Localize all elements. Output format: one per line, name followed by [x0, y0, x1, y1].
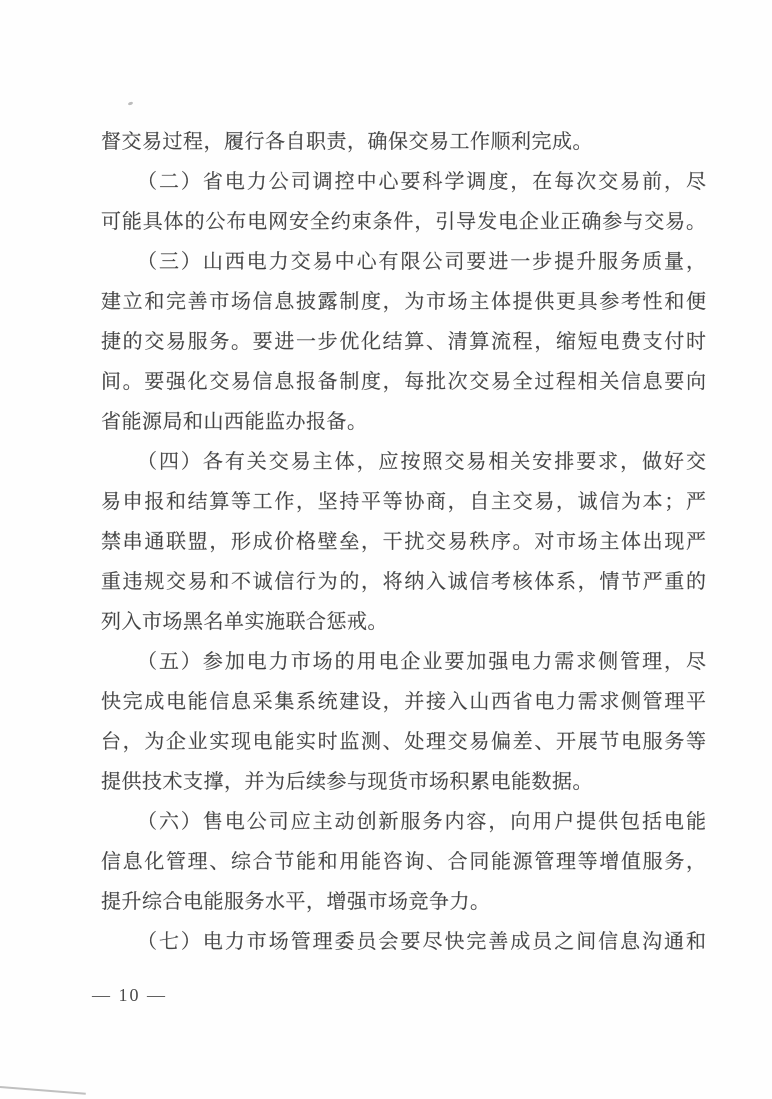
- text-line: （四）各有关交易主体，应按照交易相关安排要求，做好交: [137, 451, 706, 473]
- text-line: （三）山西电力交易中心有限公司要进一步提升服务质量，: [137, 251, 706, 273]
- text-line: （二）省电力公司调控中心要科学调度，在每次交易前，尽: [137, 171, 706, 193]
- document-body: [101, 122, 706, 962]
- text-line: 捷的交易服务。要进一步优化结算、清算流程，缩短电费支付时: [101, 331, 706, 353]
- text-line: 督交易过程，履行各自职责，确保交易工作顺利完成。: [101, 131, 593, 153]
- text-line: （七）电力市场管理委员会要尽快完善成员之间信息沟通和: [137, 931, 706, 953]
- scan-edge-artifact: [0, 1086, 86, 1095]
- scan-speck-artifact: [128, 101, 134, 106]
- text-line: 列入市场黑名单实施联合惩戒。: [101, 611, 388, 633]
- text-line: 台，为企业实现电能实时监测、处理交易偏差、开展节电服务等: [101, 731, 706, 753]
- text-line: 提供技术支撑，并为后续参与现货市场积累电能数据。: [101, 771, 593, 793]
- text-line: 重违规交易和不诚信行为的，将纳入诚信考核体系，情节严重的: [101, 571, 706, 593]
- text-line: （六）售电公司应主动创新服务内容，向用户提供包括电能: [137, 811, 706, 833]
- text-line: 省能源局和山西能监办报备。: [101, 411, 368, 433]
- text-line: （五）参加电力市场的用电企业要加强电力需求侧管理，尽: [137, 651, 706, 673]
- text-line: 禁串通联盟，形成价格壁垒，干扰交易秩序。对市场主体出现严: [101, 531, 706, 553]
- text-line: 易申报和结算等工作，坚持平等协商，自主交易，诚信为本；严: [101, 491, 706, 513]
- text-line: 信息化管理、综合节能和用能咨询、合同能源管理等增值服务，: [101, 851, 706, 873]
- text-line: 提升综合电能服务水平，增强市场竞争力。: [101, 891, 491, 913]
- text-line: 快完成电能信息采集系统建设，并接入山西省电力需求侧管理平: [101, 691, 706, 713]
- text-line: 可能具体的公布电网安全约束条件，引导发电企业正确参与交易。: [101, 211, 706, 233]
- page-number: — 10 —: [92, 985, 167, 1005]
- text-line: 建立和完善市场信息披露制度，为市场主体提供更具参考性和便: [101, 291, 706, 313]
- text-line: 间。要强化交易信息报备制度，每批次交易全过程相关信息要向: [101, 371, 706, 393]
